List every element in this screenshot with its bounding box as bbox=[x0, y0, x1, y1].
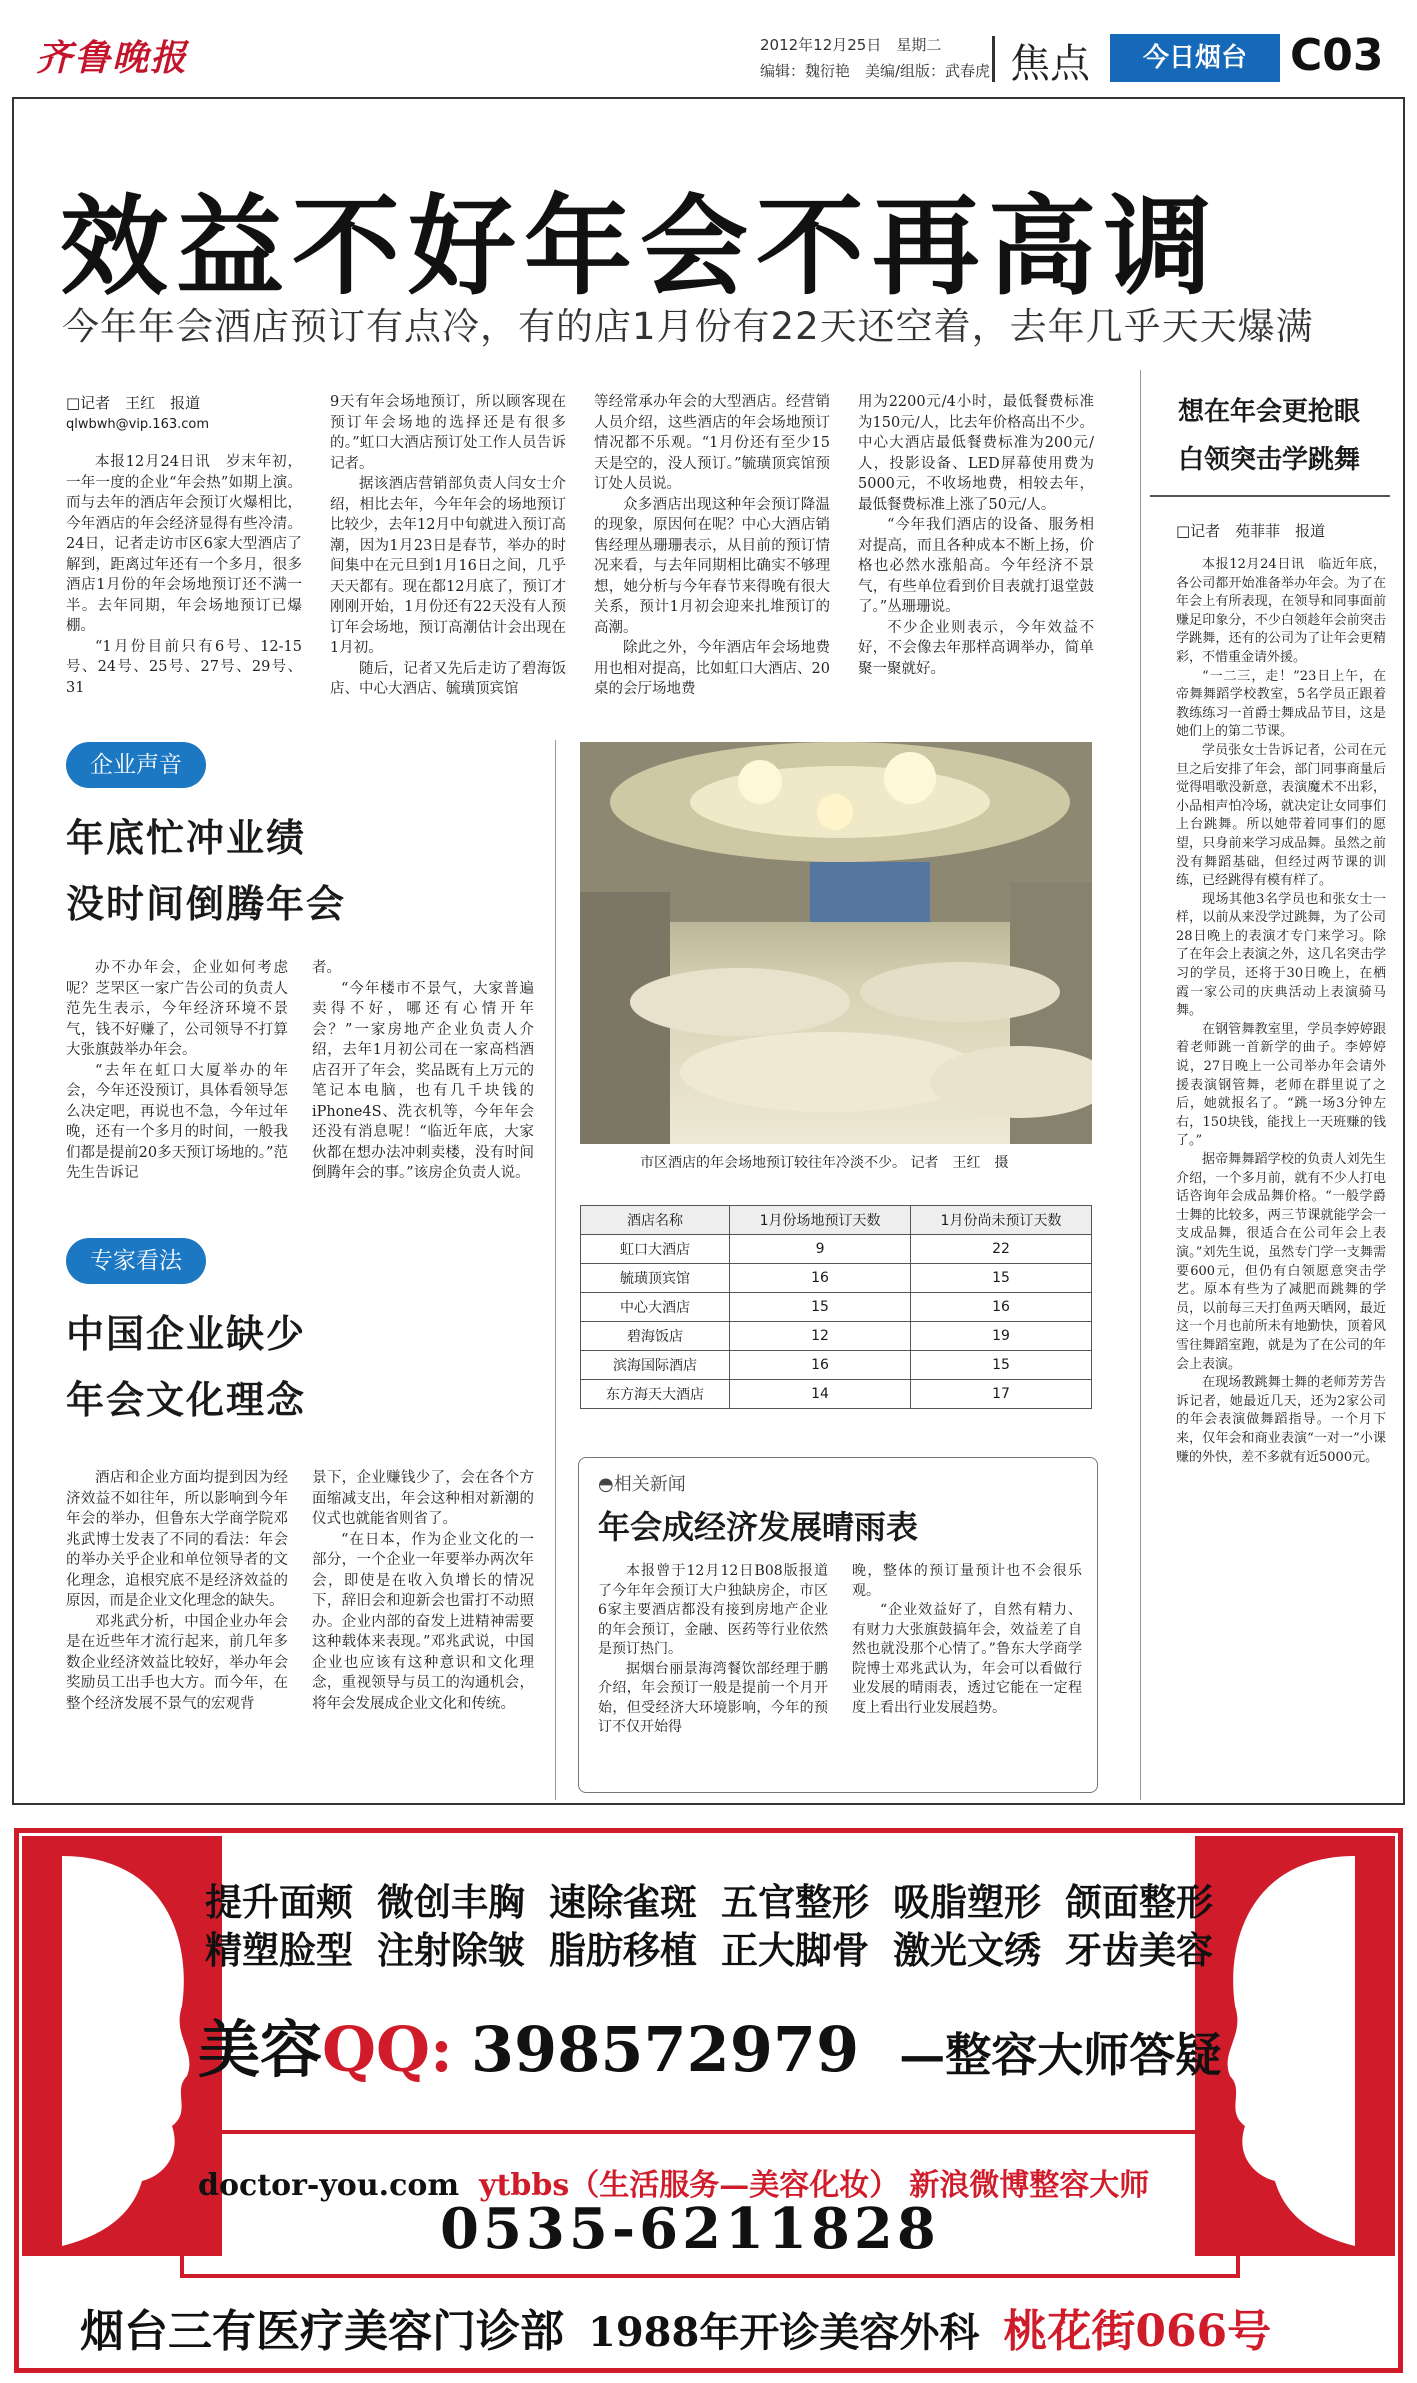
newspaper-logo: 齐鲁晚报 bbox=[36, 37, 189, 79]
side-body bbox=[1176, 556, 1386, 1467]
section-name: 焦点 bbox=[1010, 41, 1090, 87]
service-item: 吸脂塑形 bbox=[893, 1880, 1041, 1924]
expert-badge: 专家看法 bbox=[66, 1238, 206, 1284]
expert-col-2 bbox=[312, 1468, 534, 1714]
column-divider bbox=[1140, 370, 1141, 1800]
table-cell: 虹口大酒店 bbox=[581, 1235, 730, 1264]
business-title-2: 没时间倒腾年会 bbox=[66, 882, 347, 926]
side-para: 据帝舞舞蹈学校的负责人刘先生介绍，一个多月前，就有不少人打电话咨询年会成品舞价格。“一般学爵士舞的比较多，两三节课就能学会一支成品舞，很适合在公司年会上表演。”刘先生说，虽然专门学一支舞需要600元，但仍有白领愿意突击学艺。原本有些为了减肥而跳舞的学员，以前每三天打鱼两天晒网，最近这一个月也前所未有地勤快，顶着风雪往舞蹈室跑，就是为了在公司的年会上表演。 bbox=[1176, 1152, 1386, 1372]
table-row bbox=[581, 1264, 1092, 1293]
table-cell: 碧海饭店 bbox=[581, 1322, 730, 1351]
issue-date: 2012年12月25日 星期二 bbox=[760, 36, 942, 54]
expert-col-2-para: “在日本，作为企业文化的一部分，一个企业一年要举办两次年会，即使是在收入负增长的情况下，辞旧会和迎新会也雷打不动照办。企业内部的奋发上进精神需要这种载体来表现。”邓兆武说，中国企业也应该有这种意识和文化理念，重视领导与员工的沟通机会，将年会发展成企业文化和传统。 bbox=[312, 1531, 534, 1712]
banquet-hall-illustration bbox=[580, 742, 1092, 1144]
expert-col-1 bbox=[66, 1468, 288, 1714]
qq-suffix: —整容大师答疑 bbox=[899, 2028, 1222, 2082]
expert-title-2: 年会文化理念 bbox=[66, 1378, 307, 1422]
table-header-cell: 1月份尚未预订天数 bbox=[911, 1206, 1092, 1235]
qq-prefix: 美容 bbox=[198, 2013, 323, 2086]
weibo-account: 新浪微博整容大师 bbox=[909, 2168, 1150, 2203]
phone-number: 0535-6211828 bbox=[440, 2196, 940, 2262]
qq-number: 398572979 bbox=[470, 2013, 860, 2086]
main-col-1-para: 本报12月24日讯 岁末年初，一年一度的企业“年会热”如期上演。而与去年的酒店年会预订火爆相比，今年酒店的年会经济显得有些冷清。24日，记者走访市区6家大型酒店了解到，距离过年还有一个多月，很多酒店1月份的年会场地预订还不满一半。去年同期，年会场地预订已爆棚。 bbox=[66, 454, 302, 634]
service-item: 速除雀斑 bbox=[549, 1880, 697, 1924]
table-row bbox=[581, 1322, 1092, 1351]
business-title-1: 年底忙冲业绩 bbox=[66, 816, 307, 860]
qq-label: QQ: bbox=[322, 2013, 453, 2086]
related-news-label: ◓相关新闻 bbox=[598, 1474, 686, 1495]
clinic-name: 烟台三有医疗美容门诊部 bbox=[80, 2306, 564, 2357]
side-para: 在现场教跳舞士舞的老师芳芳告诉记者，她最近几天，还为2家公司的年会表演做舞蹈指导。一个月下来，仅年会和商业表演“一对一”小课赚的外快，差不多就有近5000元。 bbox=[1176, 1375, 1386, 1465]
table-row bbox=[581, 1351, 1092, 1380]
related-col-1-para: 据烟台丽景海湾餐饮部经理于鹏介绍，年会预订一般是提前一个月开始，但受经济大环境影响，今年的预订不仅开始得 bbox=[598, 1660, 828, 1735]
booking-table bbox=[580, 1205, 1092, 1409]
side-title-1: 想在年会更抢眼 bbox=[1178, 397, 1361, 427]
main-col-1-para: “1月份目前只有6号、12-15号、24号、25号、27号、29号、31 bbox=[66, 638, 302, 696]
main-headline: 效益不好年会不再高调 bbox=[60, 185, 1221, 310]
main-col-3-para: 等经常承办年会的大型酒店。经营销人员介绍，这些酒店的年会场地预订情况都不乐观。“1月份还有至少15天是空的，没人预订。”毓璜顶宾馆预订处人员说。 bbox=[594, 394, 830, 492]
side-title-rule bbox=[1150, 495, 1390, 497]
clinic-line bbox=[80, 2295, 1271, 2359]
side-title-2: 白领突击学跳舞 bbox=[1178, 445, 1361, 475]
header-divider bbox=[992, 36, 995, 82]
table-cell: 17 bbox=[911, 1380, 1092, 1409]
business-col-2 bbox=[312, 958, 534, 1184]
region-label: 今日烟台 bbox=[1110, 34, 1280, 82]
business-col-1-para: 办不办年会，企业如何考虑呢？芝罘区一家广告公司的负责人范先生表示，今年经济环境不景气，钱不好赚了，公司领导不打算大张旗鼓举办年会。 bbox=[66, 960, 288, 1058]
table-cell: 16 bbox=[730, 1264, 911, 1293]
main-col-1 bbox=[66, 452, 302, 698]
table-cell: 9 bbox=[730, 1235, 911, 1264]
main-col-2-para: 据该酒店营销部负责人闫女士介绍，相比去年，今年年会的场地预订比较少，去年12月中旬就进入预订高潮，因为1月23日是春节，举办的时间集中在元旦到1月16日之间，几乎天天都有。现在都12月底了，预订才刚刚开始，1月份还有22天没有人预订年会场地，预订高潮估计会出现在1月初。 bbox=[330, 476, 566, 656]
table-cell: 19 bbox=[911, 1322, 1092, 1351]
business-col-2-para: “今年楼市不景气，大家普遍卖得不好，哪还有心情开年会？”一家房地产企业负责人介绍，去年1月初公司在一家高档酒店召开了年会，奖品既有上万元的笔记本电脑，也有几千块钱的iPhone4S、洗衣机等，今年年会还没有消息呢！“临近年底，大家伙都在想办法冲刺卖楼，没有时间倒腾年会的事。”该房企负责人说。 bbox=[312, 980, 534, 1181]
service-item: 颌面整形 bbox=[1065, 1880, 1213, 1924]
main-col-2-para: 9天有年会场地预订，所以顾客现在预订年会场地的选择还是有很多的。”虹口大酒店预订处工作人员告诉记者。 bbox=[330, 394, 566, 472]
service-item: 五官整形 bbox=[721, 1880, 869, 1924]
clinic-address: 桃花街066号 bbox=[1003, 2306, 1272, 2357]
table-cell: 东方海天大酒店 bbox=[581, 1380, 730, 1409]
main-col-4-para: 用为2200元/4小时，最低餐费标准为150元/人，比去年价格高出不少。中心大酒店最低餐费标准为200元/人，投影设备、LED屏幕使用费为5000元，不收场地费，相较去年，最低餐费标准上涨了50元/人。 bbox=[858, 394, 1094, 513]
related-col-1 bbox=[598, 1562, 828, 1738]
main-email: qlwbwh@vip.163.com bbox=[66, 417, 210, 432]
related-col-1-para: 本报曾于12月12日B08版报道了今年年会预订大户独缺房企，市区6家主要酒店都没有接到房地产企业的年会预订，金融、医药等行业依然是预订热门。 bbox=[598, 1563, 828, 1657]
business-col-1 bbox=[66, 958, 288, 1184]
main-col-4-para: “今年我们酒店的设备、服务相对提高，而且各种成本不断上扬，价格也必然水涨船高。今年经济不景气，有些单位看到价目表就打退堂鼓了。”丛珊珊说。 bbox=[858, 517, 1094, 615]
clinic-since: 1988年开诊美容外科 bbox=[588, 2309, 980, 2356]
banquet-hall-photo bbox=[580, 742, 1092, 1144]
main-col-3 bbox=[594, 392, 830, 700]
table-cell: 15 bbox=[911, 1264, 1092, 1293]
side-para: 本报12月24日讯 临近年底，各公司都开始准备举办年会。为了在年会上有所表现，在领导和同事面前赚足印象分，不少白领趁年会前突击学跳舞，还有的公司为了让年会更精彩，不惜重金请外援。 bbox=[1176, 557, 1386, 665]
ytbbs-channel: ytbbs（生活服务—美容化妆） bbox=[479, 2168, 900, 2203]
table-header-row bbox=[581, 1206, 1092, 1235]
expert-col-1-para: 酒店和企业方面均提到因为经济效益不如往年，所以影响到今年年会的举办，但鲁东大学商学院邓兆武博士发表了不同的看法：年会的举办关乎企业和单位领导者的文化理念，追根究底不是经济效益的原因，而是企业文化理念的缺失。 bbox=[66, 1470, 288, 1609]
main-col-4-para: 不少企业则表示，今年效益不好，不会像去年那样高调举办，简单聚一聚就好。 bbox=[858, 619, 1094, 677]
service-row-1 bbox=[205, 1872, 1213, 1926]
service-row-2 bbox=[205, 1920, 1213, 1974]
table-cell: 15 bbox=[911, 1351, 1092, 1380]
table-cell: 中心大酒店 bbox=[581, 1293, 730, 1322]
side-para: 在钢管舞教室里，学员李婷婷跟着老师跳一首新学的曲子。李婷婷说，27日晚上一公司举办年会请外援表演钢管舞，老师在群里说了之后，她就报名了。“跳一场3分钟左右，150块钱，能找上一天班赚的钱了。” bbox=[1176, 1021, 1386, 1149]
page-number: C03 bbox=[1290, 30, 1384, 81]
column-divider bbox=[555, 740, 556, 1800]
business-col-1-para: “去年在虹口大厦举办的年会，今年还没预订，具体看领导怎么决定吧，再说也不急，今年过年晚，还有一个多月的时间，一般我们都是提前20多天预订场地的。”范先生告诉记 bbox=[66, 1062, 288, 1181]
main-col-4 bbox=[858, 392, 1094, 679]
business-badge: 企业声音 bbox=[66, 742, 206, 788]
table-row bbox=[581, 1235, 1092, 1264]
expert-col-2-para: 景下，企业赚钱少了，会在各个方面缩减支出，年会这种相对新潮的仪式也就能省则省了。 bbox=[312, 1470, 534, 1527]
main-byline: □记者 王红 报道 bbox=[66, 394, 201, 412]
service-item: 激光文绣 bbox=[893, 1928, 1041, 1972]
table-row bbox=[581, 1380, 1092, 1409]
service-item: 正大脚骨 bbox=[721, 1928, 869, 1972]
main-col-3-para: 众多酒店出现这种年会预订降温的现象，原因何在呢？中心大酒店销售经理丛珊珊表示，从目前的预订情况来看，与去年同期相比确实不够理想，她分析与今年春节来得晚有很大关系，预计1月初会迎来扎堆预订的高潮。 bbox=[594, 496, 830, 636]
business-col-2-para: 者。 bbox=[312, 960, 341, 976]
main-col-3-para: 除此之外，今年酒店年会场地费用也相对提高，比如虹口大酒店、20桌的会厅场地费 bbox=[594, 640, 830, 697]
side-para: 现场其他3名学员也和张女士一样，以前从来没学过跳舞，为了公司28日晚上的表演才专门来学习。除了在年会上表演之外，这几名突击学习的学员，还将于30日晚上，在栖霞一家公司的庆典活动上表演骑马舞。 bbox=[1176, 891, 1386, 1019]
table-cell: 14 bbox=[730, 1380, 911, 1409]
related-news-title: 年会成经济发展晴雨表 bbox=[598, 1508, 919, 1546]
side-para: “一二三，走！”23日上午，在帝舞舞蹈学校教室，5名学员正跟着教练练习一首爵士舞成品节目，这是她们上的第二节课。 bbox=[1176, 668, 1386, 740]
table-cell: 16 bbox=[730, 1351, 911, 1380]
service-item: 精塑脸型 bbox=[205, 1928, 353, 1972]
service-item: 微创丰胸 bbox=[377, 1880, 525, 1924]
table-row bbox=[581, 1293, 1092, 1322]
table-cell: 12 bbox=[730, 1322, 911, 1351]
expert-col-1-para: 邓兆武分析，中国企业办年会是在近些年才流行起来，前几年多数企业经济效益比较好，举办年会奖励员工出手也大方。而今年，在整个经济发展不景气的宏观背 bbox=[66, 1613, 288, 1712]
editor-credits: 编辑：魏衍艳 美编/组版：武春虎 bbox=[760, 62, 991, 80]
table-cell: 16 bbox=[911, 1293, 1092, 1322]
table-header-cell: 1月份场地预订天数 bbox=[730, 1206, 911, 1235]
table-header-cell: 酒店名称 bbox=[581, 1206, 730, 1235]
side-para: 学员张女士告诉记者，公司在元旦之后安排了年会，部门同事商量后觉得唱歌没新意，表演魔术不出彩，小品相声怕冷场，就决定让女同事们上台跳舞。所以她带着同事们的愿望，只身前来学习成品舞。虽然之前没有舞蹈基础，但经过两节课的训练，已经跳得有模有样了。 bbox=[1176, 742, 1386, 889]
expert-title-1: 中国企业缺少 bbox=[66, 1312, 307, 1356]
related-col-2-para: “企业效益好了，自然有精力、有财力大张旗鼓搞年会，效益差了自然也就没那个心情了。”鲁东大学商学院博士邓兆武认为，年会可以看做行业发展的晴雨表，透过它能在一定程度上看出行业发展趋势。 bbox=[852, 1602, 1082, 1716]
related-col-2 bbox=[852, 1562, 1082, 1718]
photo-caption: 市区酒店的年会场地预订较往年冷淡不少。 记者 王红 摄 bbox=[640, 1155, 1009, 1171]
service-item: 牙齿美容 bbox=[1065, 1928, 1213, 1972]
service-item: 提升面颊 bbox=[205, 1880, 353, 1924]
service-item: 注射除皱 bbox=[377, 1928, 525, 1972]
related-col-2-para: 晚，整体的预订量预计也不会很乐观。 bbox=[852, 1563, 1082, 1599]
side-byline: □记者 苑菲菲 报道 bbox=[1176, 522, 1326, 540]
main-subheadline: 今年年会酒店预订有点冷，有的店1月份有22天还空着，去年几乎天天爆满 bbox=[62, 305, 1314, 348]
table-cell: 22 bbox=[911, 1235, 1092, 1264]
table-cell: 滨海国际酒店 bbox=[581, 1351, 730, 1380]
website: doctor-you.com bbox=[198, 2168, 460, 2203]
table-cell: 15 bbox=[730, 1293, 911, 1322]
main-col-2-para: 随后，记者又先后走访了碧海饭店、中心大酒店、毓璜顶宾馆 bbox=[330, 660, 566, 697]
qq-line bbox=[198, 2000, 1221, 2089]
table-cell: 毓璜顶宾馆 bbox=[581, 1264, 730, 1293]
main-col-2 bbox=[330, 392, 566, 700]
service-item: 脂肪移植 bbox=[549, 1928, 697, 1972]
